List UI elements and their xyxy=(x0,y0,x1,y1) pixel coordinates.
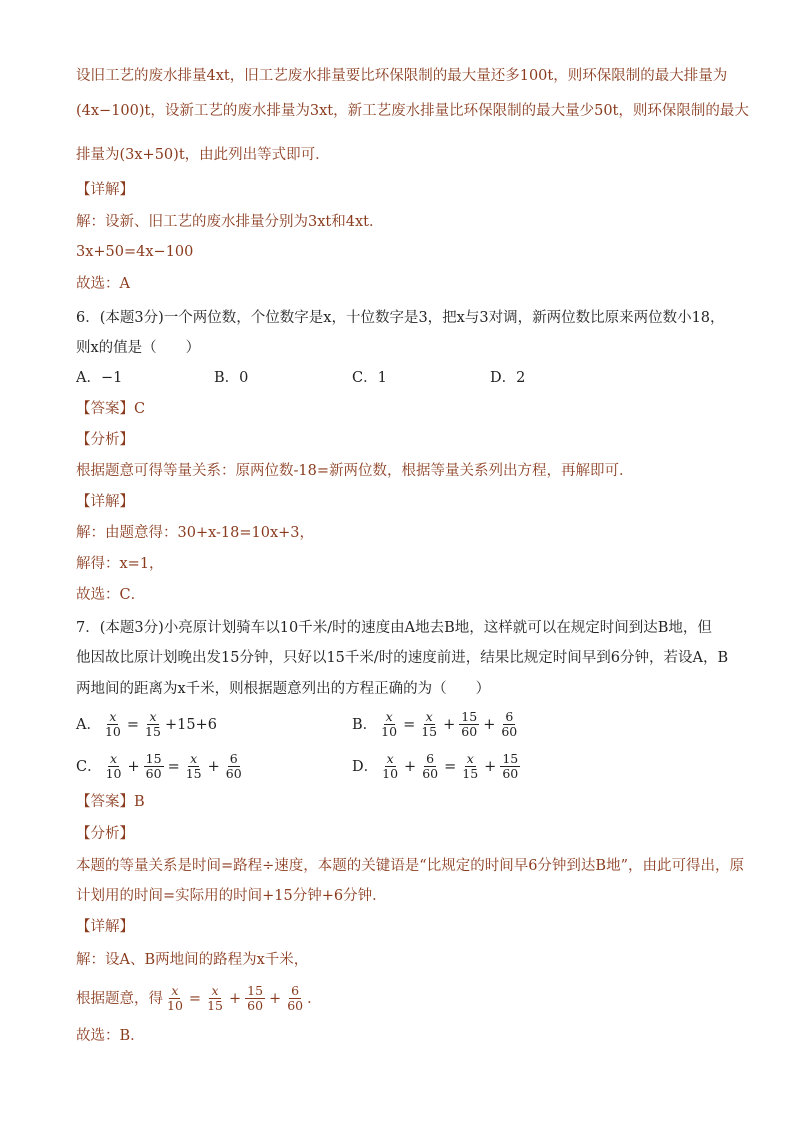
q7-stem-line-2: 他因故比原计划晚出发15分钟，只好以15千米/时的速度前进，结果比规定时间早到6分钟，若设A，B xyxy=(76,650,729,666)
q6-detail-line-1: 解：由题意得：30+x-18=10x+3， xyxy=(76,525,315,541)
q6-option-b[interactable]: B．0 xyxy=(214,370,249,386)
q7-stem-line-3: 两地间的距离为x千米，则根据题意列出的方程正确的为（ ） xyxy=(76,681,491,697)
q7-detail-tag: 【详解】 xyxy=(76,919,134,935)
q7-answer-tag: 【答案】B xyxy=(76,794,145,810)
q5-answer: 故选：A xyxy=(76,276,130,292)
q6-option-c[interactable]: C．1 xyxy=(352,370,387,386)
q5-detail-tag: 【详解】 xyxy=(76,182,134,198)
q7-analysis-line-2: 计划用的时间=实际用的时间+15分钟+6分钟． xyxy=(76,888,387,904)
q7-detail-line-1: 解：设A、B两地间的路程为x千米， xyxy=(76,952,309,968)
q7-analysis-tag: 【分析】 xyxy=(76,826,134,842)
q7-stem-line-1: 7．(本题3分)小亮原计划骑车以10千米/时的速度由A地去B地，这样就可以在规定时间到达B地，但 xyxy=(76,620,712,636)
q6-answer-tag: 【答案】C xyxy=(76,401,146,417)
q5-equation: 3x+50=4x−100 xyxy=(76,244,194,260)
q7-option-d[interactable]: D． $\frac{x}{10}$ + $\frac{6}{60}$ = $\frac{x}{15}$ + $\frac{15}{60}$ xyxy=(352,751,519,781)
q6-answer: 故选：C． xyxy=(76,587,146,603)
q7-analysis-line-1: 本题的等量关系是时间=路程÷速度，本题的关键语是“比规定的时间早6分钟到达B地”，由此可得出，原 xyxy=(76,858,745,874)
q6-analysis: 根据题意可得等量关系：原两位数-18=新两位数，根据等量关系列出方程，再解即可． xyxy=(76,463,634,479)
q6-analysis-tag: 【分析】 xyxy=(76,432,134,448)
q5-detail-line-1: 解：设新、旧工艺的废水排量分别为3xt和4xt． xyxy=(76,214,384,230)
q6-stem-line-1: 6．(本题3分)一个两位数，个位数字是x，十位数字是3，把x与3对调，新两位数比原来两位数小18， xyxy=(76,310,725,326)
q6-option-d[interactable]: D．2 xyxy=(490,370,526,386)
q7-option-c[interactable]: C． $\frac{x}{10}$ + $\frac{15}{60}$ = $\frac{x}{15}$ + $\frac{6}{60}$ xyxy=(76,751,242,781)
q7-detail-equation: 根据题意，得 $\frac{x}{10}$ = $\frac{x}{15}$ + $\frac{15}{60}$ + $\frac{6}{60}$ ． xyxy=(76,983,322,1013)
q5-analysis-line-1: 设旧工艺的废水排量4xt，旧工艺废水排量要比环保限制的最大量还多100t，则环保限制的最大排量为 xyxy=(76,68,728,84)
q6-detail-line-2: 解得：x=1， xyxy=(76,556,164,572)
q7-option-a[interactable]: A． $\frac{x}{10}$ = $\frac{x}{15}$ +15+6 xyxy=(76,709,217,739)
q6-detail-tag: 【详解】 xyxy=(76,494,134,510)
q6-stem-line-2: 则x的值是（ ） xyxy=(76,340,201,356)
q5-analysis-line-2: (4x−100)t，设新工艺的废水排量为3xt，新工艺废水排量比环保限制的最大量少50t，则环保限制的最大 xyxy=(76,103,749,119)
q7-option-b[interactable]: B． $\frac{x}{10}$ = $\frac{x}{15}$ + $\frac{15}{60}$ + $\frac{6}{60}$ xyxy=(352,709,518,739)
q5-analysis-line-3: 排量为(3x+50)t，由此列出等式即可． xyxy=(76,147,330,163)
q7-answer: 故选：B． xyxy=(76,1028,145,1044)
q6-option-a[interactable]: A．−1 xyxy=(76,370,123,386)
